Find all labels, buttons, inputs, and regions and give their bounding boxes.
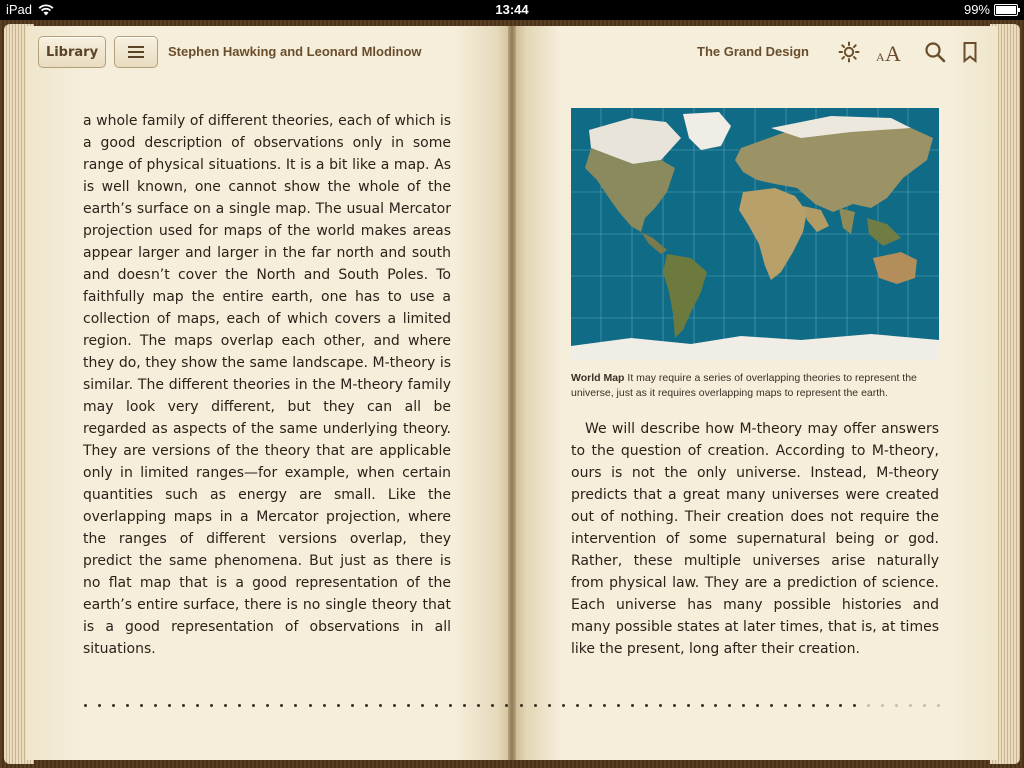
progress-dot bbox=[323, 704, 326, 707]
progress-dot bbox=[280, 704, 283, 707]
progress-dot bbox=[728, 704, 731, 707]
progress-dot bbox=[196, 704, 199, 707]
progress-dot bbox=[673, 704, 676, 707]
book-spine bbox=[508, 26, 516, 760]
progress-dot bbox=[238, 704, 241, 707]
progress-dot bbox=[435, 704, 438, 707]
svg-text:A: A bbox=[876, 50, 885, 64]
book-title: The Grand Design bbox=[697, 44, 809, 59]
progress-dot bbox=[617, 704, 620, 707]
progress-dot bbox=[520, 704, 523, 707]
battery-fill bbox=[996, 6, 1016, 14]
progress-dot bbox=[937, 704, 940, 707]
progress-dot bbox=[853, 704, 856, 707]
progress-dot bbox=[659, 704, 662, 707]
status-bar bbox=[0, 0, 1024, 20]
progress-dot bbox=[826, 704, 829, 707]
progress-dot bbox=[881, 704, 884, 707]
progress-dot bbox=[909, 704, 912, 707]
progress-dot bbox=[351, 704, 354, 707]
progress-dot bbox=[463, 704, 466, 707]
progress-dot bbox=[84, 704, 87, 707]
progress-dot bbox=[154, 704, 157, 707]
progress-dot bbox=[631, 704, 634, 707]
progress-dot bbox=[756, 704, 759, 707]
progress-dot bbox=[98, 704, 101, 707]
progress-dot bbox=[701, 704, 704, 707]
battery-icon bbox=[994, 4, 1018, 16]
progress-dot bbox=[477, 704, 480, 707]
progress-dot bbox=[140, 704, 143, 707]
figure-caption-title: World Map bbox=[571, 372, 625, 384]
progress-dot bbox=[337, 704, 340, 707]
device-name: iPad bbox=[6, 2, 33, 17]
progress-dot bbox=[210, 704, 213, 707]
library-button-label: Library bbox=[45, 44, 99, 60]
progress-dot bbox=[784, 704, 787, 707]
progress-dot bbox=[548, 704, 551, 707]
clock: 13:44 bbox=[495, 2, 529, 17]
progress-dot bbox=[126, 704, 129, 707]
left-page-progress-dots bbox=[84, 700, 508, 710]
progress-dot bbox=[505, 704, 508, 707]
progress-dot bbox=[534, 704, 537, 707]
brightness-icon[interactable] bbox=[837, 40, 861, 64]
progress-dot bbox=[687, 704, 690, 707]
progress-dot bbox=[923, 704, 926, 707]
book-author: Stephen Hawking and Leonard Mlodinow bbox=[168, 44, 422, 59]
progress-dot bbox=[112, 704, 115, 707]
progress-dot bbox=[491, 704, 494, 707]
progress-dot bbox=[839, 704, 842, 707]
progress-dot bbox=[812, 704, 815, 707]
library-button[interactable] bbox=[38, 36, 106, 68]
progress-dot bbox=[182, 704, 185, 707]
search-icon[interactable] bbox=[923, 40, 947, 64]
progress-dot bbox=[407, 704, 410, 707]
list-icon bbox=[128, 46, 144, 58]
progress-dot bbox=[742, 704, 745, 707]
progress-dot bbox=[895, 704, 898, 707]
progress-dot bbox=[798, 704, 801, 707]
figure-caption-text: It may require a series of overlapping theories to represent the universe, just as it requires overlapping maps to represent the earth. bbox=[571, 372, 917, 399]
progress-dot bbox=[252, 704, 255, 707]
progress-dot bbox=[421, 704, 424, 707]
progress-dot bbox=[645, 704, 648, 707]
progress-dot bbox=[576, 704, 579, 707]
left-page-text: a whole family of different theories, each of which is a good description of observations only in some range of physical situations. It is a bit like a map. As is well known, one cannot show the whole of the earth’s surface on a single map. The usual Mercator projection used for maps of the world makes areas appear larger and larger in the far north and south and doesn’t cover the North and South Poles. To faithfully map the entire earth, one has to use a collection of maps, each of which covers a limited region. The maps overlap each other, and where they do, they show the same landscape. M-theory is similar. The different theories in the M-theory family may look very different, but they can all be regarded as aspects of the same underlying theory. They are versions of the theory that are applicable only in limited ranges—for example, when certain quantities such as energy are small. Like the overlapping maps in a Mercator projection, where the ranges of different versions overlap, they predict the same phenomena. But just as there is no flat map that is a good representation of the earth’s entire surface, there is no single theory that is a good representation of observations in all situations. bbox=[83, 113, 451, 657]
progress-dot bbox=[603, 704, 606, 707]
progress-dot bbox=[562, 704, 565, 707]
bookmark-icon[interactable] bbox=[958, 40, 982, 64]
progress-dot bbox=[867, 704, 870, 707]
progress-dot bbox=[224, 704, 227, 707]
status-right bbox=[964, 0, 1018, 20]
battery-percent: 99% bbox=[963, 2, 990, 17]
progress-dot bbox=[393, 704, 396, 707]
right-page-progress-dots bbox=[520, 700, 940, 710]
font-size-icon[interactable] bbox=[876, 40, 906, 64]
world-map-image[interactable] bbox=[571, 108, 939, 360]
progress-dot bbox=[589, 704, 592, 707]
right-page-text: We will describe how M-theory may offer answers to the question of creation. According to M-theory, ours is not the only universe. Instead, M-theory predicts that a great many universes were created out of nothing. Their creation does not require the intervention of some supernatural being or god. Rather, these multiple universes arise naturally from physical law. They are a prediction of science. Each universe has many possible histories and many possible states at later times, that is, at times like the present, long after their creation. bbox=[571, 421, 939, 657]
svg-text:A: A bbox=[885, 41, 901, 64]
progress-dot bbox=[294, 704, 297, 707]
progress-dot bbox=[714, 704, 717, 707]
progress-dot bbox=[449, 704, 452, 707]
progress-dot bbox=[168, 704, 171, 707]
table-of-contents-button[interactable] bbox=[114, 36, 158, 68]
progress-dot bbox=[266, 704, 269, 707]
progress-dot bbox=[365, 704, 368, 707]
progress-dot bbox=[379, 704, 382, 707]
figure-caption bbox=[571, 371, 939, 401]
progress-dot bbox=[770, 704, 773, 707]
progress-dot bbox=[309, 704, 312, 707]
